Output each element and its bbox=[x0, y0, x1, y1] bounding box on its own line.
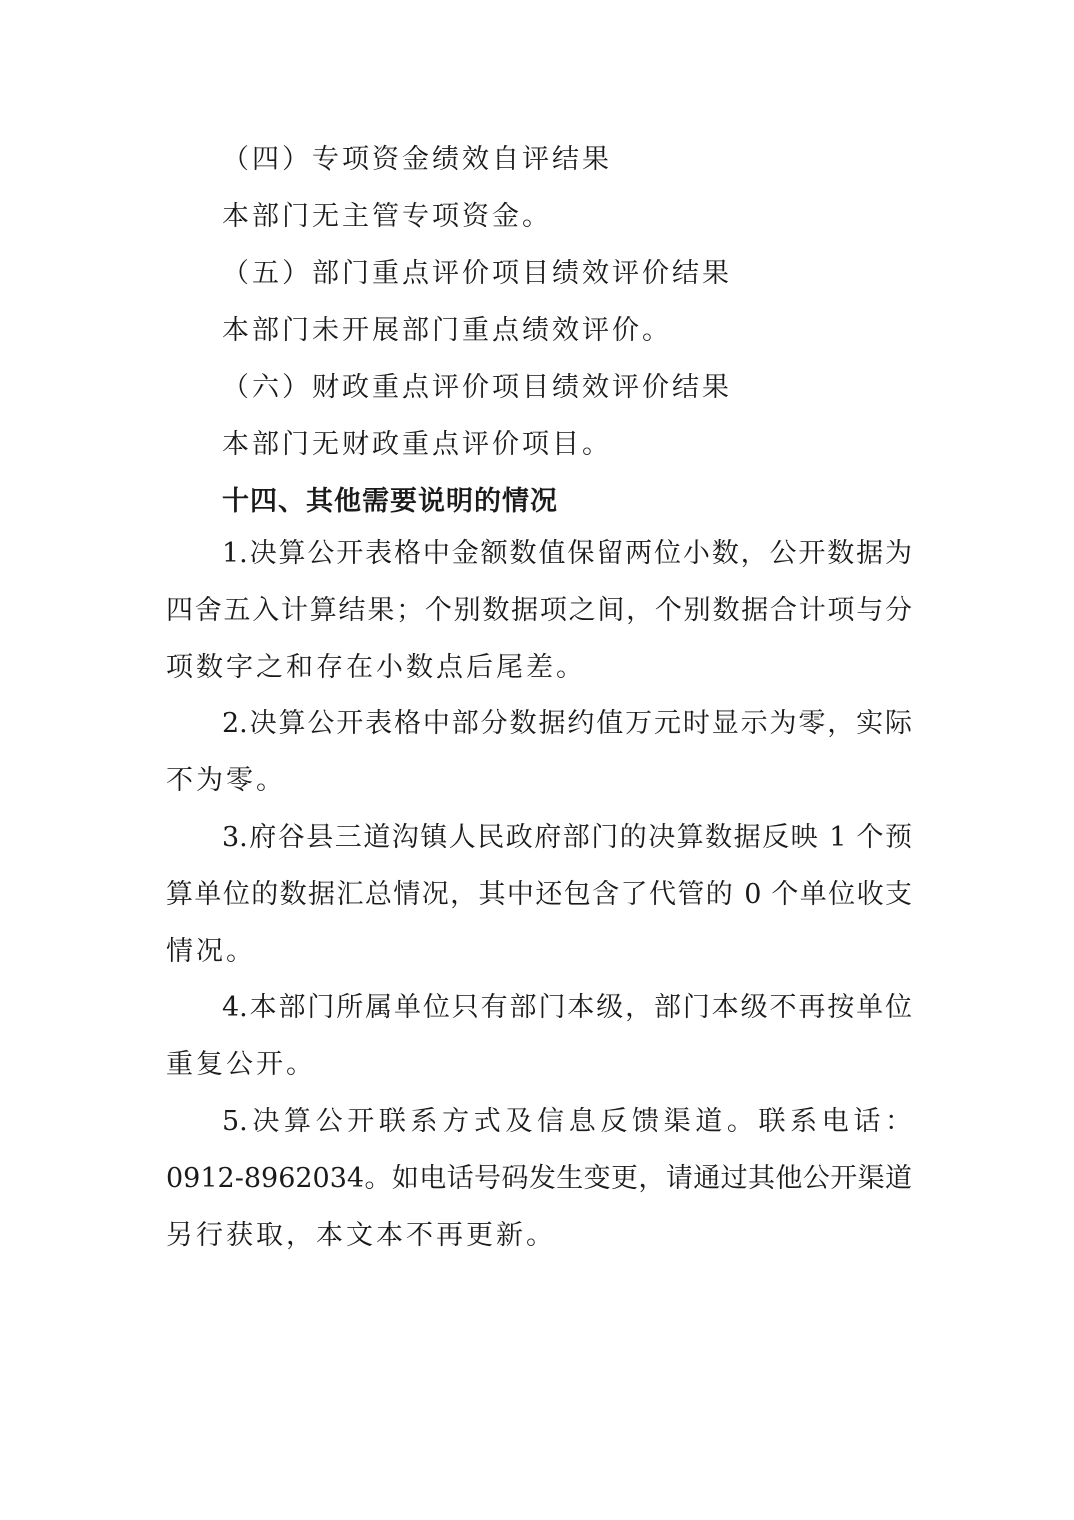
paragraph-line: 重复公开。 bbox=[166, 1049, 316, 1080]
paragraph-line: 3.府谷县三道沟镇人民政府部门的决算数据反映 1 个预 bbox=[222, 822, 912, 853]
paragraph-line: 1.决算公开表格中金额数值保留两位小数，公开数据为 bbox=[222, 538, 912, 569]
paragraph-line: 5.决算公开联系方式及信息反馈渠道。联系电话： bbox=[222, 1106, 912, 1137]
paragraph-line: 项数字之和存在小数点后尾差。 bbox=[166, 652, 586, 683]
paragraph-line: 算单位的数据汇总情况，其中还包含了代管的 0 个单位收支 bbox=[166, 879, 912, 910]
chapter-heading: 十四、其他需要说明的情况 bbox=[222, 486, 558, 517]
paragraph-line: 情况。 bbox=[166, 936, 256, 967]
paragraph-line: 四舍五入计算结果；个别数据项之间，个别数据合计项与分 bbox=[166, 595, 912, 626]
section-four-heading: （四）专项资金绩效自评结果 bbox=[222, 144, 612, 175]
section-six-text: 本部门无财政重点评价项目。 bbox=[222, 429, 612, 460]
section-five-text: 本部门未开展部门重点绩效评价。 bbox=[222, 315, 672, 346]
paragraph-line: 不为零。 bbox=[166, 765, 286, 796]
paragraph-line: 4.本部门所属单位只有部门本级，部门本级不再按单位 bbox=[222, 992, 912, 1023]
section-six-heading: （六）财政重点评价项目绩效评价结果 bbox=[222, 372, 732, 403]
paragraph-line: 另行获取，本文本不再更新。 bbox=[166, 1220, 556, 1251]
section-five-heading: （五）部门重点评价项目绩效评价结果 bbox=[222, 258, 732, 289]
section-four-text: 本部门无主管专项资金。 bbox=[222, 201, 552, 232]
paragraph-line: 0912-8962034。如电话号码发生变更，请通过其他公开渠道 bbox=[166, 1163, 912, 1194]
paragraph-line: 2.决算公开表格中部分数据约值万元时显示为零，实际 bbox=[222, 708, 912, 739]
